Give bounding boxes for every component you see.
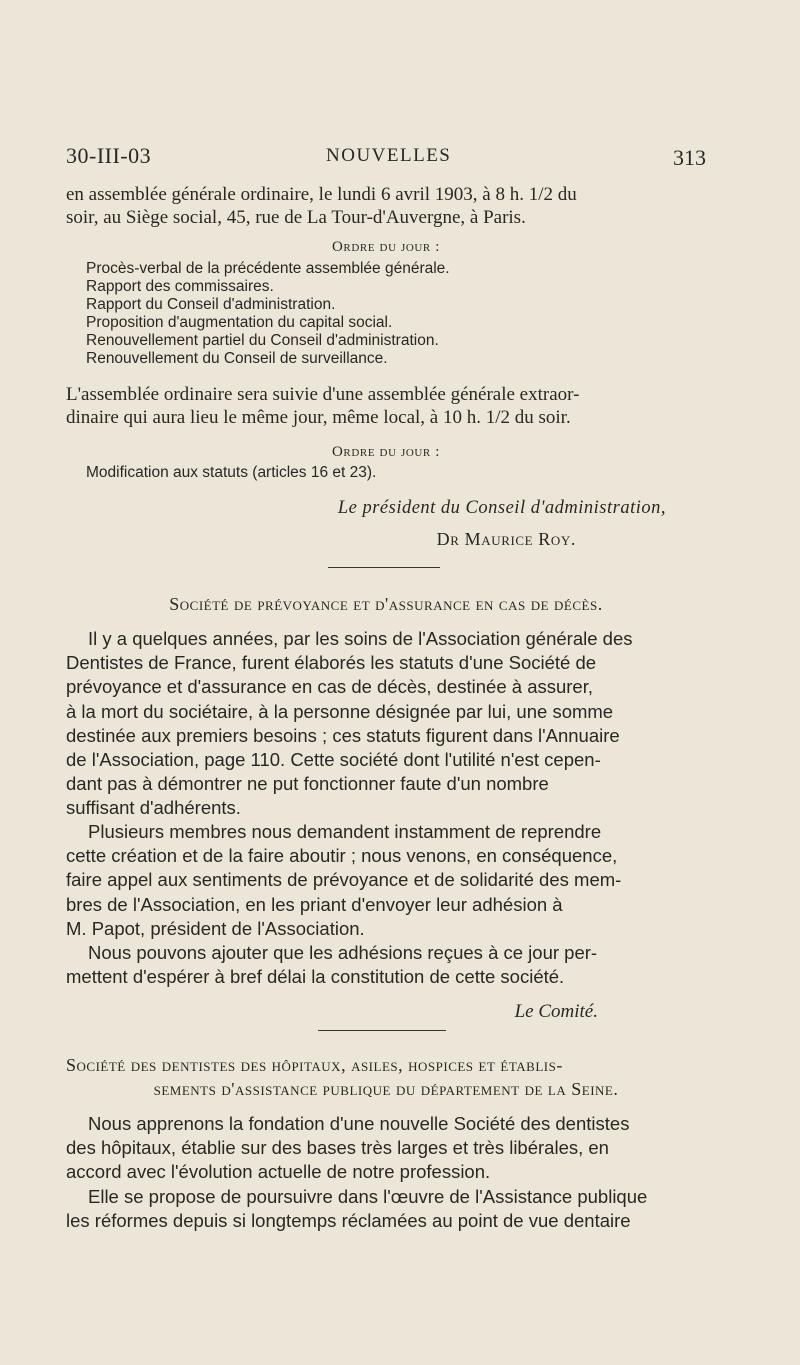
section-1-paragraph-1 <box>66 627 698 821</box>
text-line: faire appel aux sentiments de prévoyance et de solidarité des mem- <box>66 869 622 891</box>
section-2-paragraph-1 <box>66 1112 698 1185</box>
text-line: suffisant d'adhérents. <box>66 797 241 819</box>
text-line: M. Papot, président de l'Association. <box>66 917 365 939</box>
section-title-dentistes-line-1: Société des dentistes des hôpitaux, asiles, hospices et établis- <box>66 1055 563 1075</box>
text-line: destinée aux premiers besoins ; ces statuts figurent dans l'Annuaire <box>66 724 620 746</box>
section-1-paragraph-3 <box>66 941 698 989</box>
intro-line-1: en assemblée générale ordinaire, le lundi 6 avril 1903, à 8 h. 1/2 du <box>66 184 577 205</box>
agenda-title-1: Ordre du jour : <box>332 239 440 255</box>
text-line: des hôpitaux, établie sur des bases très larges et très libérales, en <box>66 1137 609 1159</box>
agenda-item: Rapport du Conseil d'administration. <box>86 296 336 313</box>
agenda-item: Renouvellement partiel du Conseil d'administration. <box>86 332 439 349</box>
text-line: Nous apprenons la fondation d'une nouvelle Société des dentistes <box>88 1113 630 1134</box>
intro-line-2: soir, au Siège social, 45, rue de La Tour-d'Auvergne, à Paris. <box>66 207 526 228</box>
text-line: Dentistes de France, furent élaborés les statuts d'une Société de <box>66 652 597 674</box>
text-line: cette création et de la faire aboutir ; nous venons, en conséquence, <box>66 845 618 867</box>
agenda-item: Rapport des commissaires. <box>86 278 274 295</box>
section-title-prevoyance: Société de prévoyance et d'assurance en cas de décès. <box>169 594 603 614</box>
header-section: NOUVELLES <box>326 145 452 166</box>
agenda-item: Renouvellement du Conseil de surveillance. <box>86 350 388 367</box>
agenda-item: Proposition d'augmentation du capital social. <box>86 314 393 331</box>
page-header <box>66 143 706 173</box>
signature-role: Le président du Conseil d'administration, <box>337 498 666 518</box>
text-line: Nous pouvons ajouter que les adhésions reçues à ce jour per- <box>88 942 598 963</box>
text-line: Plusieurs membres nous demandent instamment de reprendre <box>88 821 602 842</box>
text-line: Il y a quelques années, par les soins de l'Association générale des <box>88 628 633 649</box>
text-line: bres de l'Association, en les priant d'envoyer leur adhésion à <box>66 893 563 915</box>
text-line: Elle se propose de poursuivre dans l'œuvre de l'Assistance publique <box>88 1186 648 1207</box>
divider <box>318 1030 446 1031</box>
extra-line-1: L'assemblée ordinaire sera suivie d'une assemblée générale extraor- <box>66 384 580 405</box>
text-line: les réformes depuis si longtemps réclamées au point de vue dentaire <box>66 1210 631 1232</box>
header-date: 30-III-03 <box>66 143 152 168</box>
text-line: de l'Association, page 110. Cette société dont l'utilité n'est cepen- <box>66 749 601 771</box>
agenda-title-2: Ordre du jour : <box>332 444 440 460</box>
extra-line-2: dinaire qui aura lieu le même jour, même local, à 10 h. 1/2 du soir. <box>66 407 571 428</box>
text-line: accord avec l'évolution actuelle de notre profession. <box>66 1161 491 1183</box>
signature-name: Dr Maurice Roy. <box>436 529 576 549</box>
text-line: prévoyance et d'assurance en cas de décès, destinée à assurer, <box>66 676 593 698</box>
section-2-paragraph-2 <box>66 1185 698 1233</box>
page-number: 313 <box>673 145 706 170</box>
text-line: à la mort du sociétaire, à la personne désignée par lui, une somme <box>66 700 614 722</box>
section-1-paragraph-2 <box>66 820 698 941</box>
section-1-signature: Le Comité. <box>514 1001 598 1022</box>
agenda-item: Modification aux statuts (articles 16 et 23). <box>86 464 377 481</box>
divider <box>328 567 440 568</box>
section-title-dentistes-line-2: sements d'assistance publique du département de la Seine. <box>153 1079 619 1099</box>
text-line: dant pas à démontrer ne put fonctionner faute d'un nombre <box>66 773 549 795</box>
agenda-item: Procès-verbal de la précédente assemblée générale. <box>86 260 450 277</box>
text-line: mettent d'espérer à bref délai la constitution de cette société. <box>66 966 565 988</box>
